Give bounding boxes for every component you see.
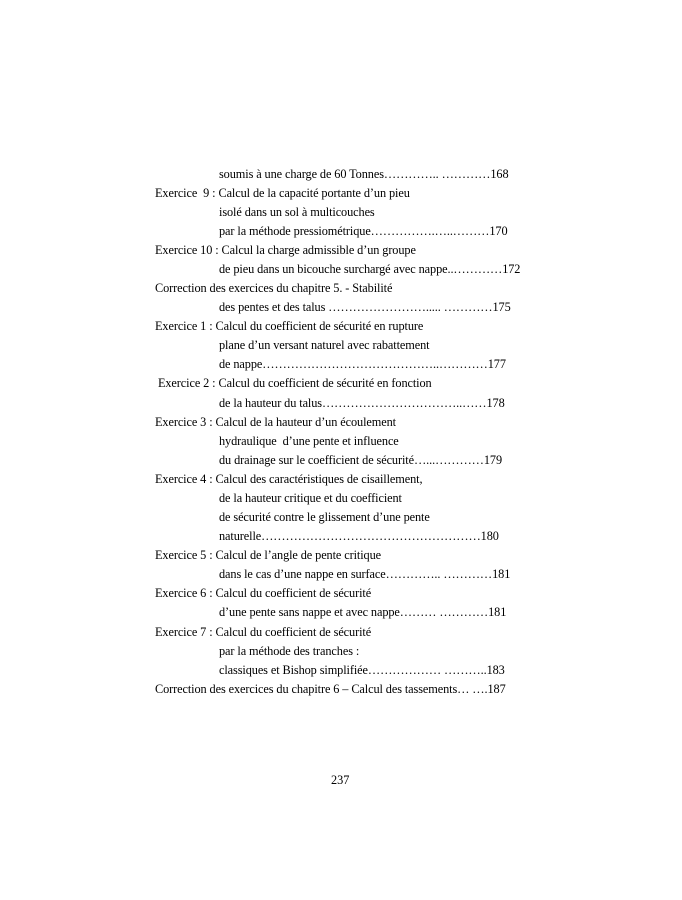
toc-line: de nappe……………………………………..…………177	[219, 357, 506, 371]
toc-line: Exercice 7 : Calcul du coefficient de sécurité	[155, 625, 372, 639]
toc-line: classiques et Bishop simplifiée……………… ………..183	[219, 663, 505, 677]
page-number: 237	[331, 773, 350, 787]
toc-line: Exercice 10 : Calcul la charge admissible d’un groupe	[155, 243, 416, 257]
toc-line: hydraulique d’une pente et influence	[219, 434, 399, 448]
toc-line: Exercice 2 : Calcul du coefficient de sécurité en fonction	[155, 376, 432, 390]
toc-line: plane d’un versant naturel avec rabattement	[219, 338, 430, 352]
toc-line: de la hauteur du talus……………………………..……178	[219, 396, 505, 410]
toc-line: isolé dans un sol à multicouches	[219, 205, 375, 219]
toc-line: des pentes et des talus ……………………..... …………175	[219, 300, 511, 314]
toc-line: de la hauteur critique et du coefficient	[219, 491, 402, 505]
toc-line: soumis à une charge de 60 Tonnes………….. …………168	[219, 167, 509, 181]
toc-line: dans le cas d’une nappe en surface………….. …………181	[219, 567, 511, 581]
toc-line: Exercice 4 : Calcul des caractéristiques de cisaillement,	[155, 472, 423, 486]
toc-line: par la méthode des tranches :	[219, 644, 360, 658]
toc-line: d’une pente sans nappe et avec nappe……… …………181	[219, 605, 507, 619]
toc-line: Exercice 3 : Calcul de la hauteur d’un écoulement	[155, 415, 396, 429]
toc-line: du drainage sur le coefficient de sécurité…...…………179	[219, 453, 503, 467]
toc-line: par la méthode pressiométrique…………….…..………170	[219, 224, 508, 238]
toc-line: naturelle………………………………………………180	[219, 529, 499, 543]
toc-line: Exercice 9 : Calcul de la capacité portante d’un pieu	[155, 186, 410, 200]
toc-line: de sécurité contre le glissement d’une pente	[219, 510, 430, 524]
toc-line: Correction des exercices du chapitre 6 – Calcul des tassements… ….187	[155, 682, 506, 696]
toc-line: Exercice 6 : Calcul du coefficient de sécurité	[155, 586, 372, 600]
toc-line: Correction des exercices du chapitre 5. - Stabilité	[155, 281, 393, 295]
toc-line: Exercice 5 : Calcul de l’angle de pente critique	[155, 548, 382, 562]
toc-line: Exercice 1 : Calcul du coefficient de sécurité en rupture	[155, 319, 424, 333]
toc-line: de pieu dans un bicouche surchargé avec nappe..…………172	[219, 262, 521, 276]
